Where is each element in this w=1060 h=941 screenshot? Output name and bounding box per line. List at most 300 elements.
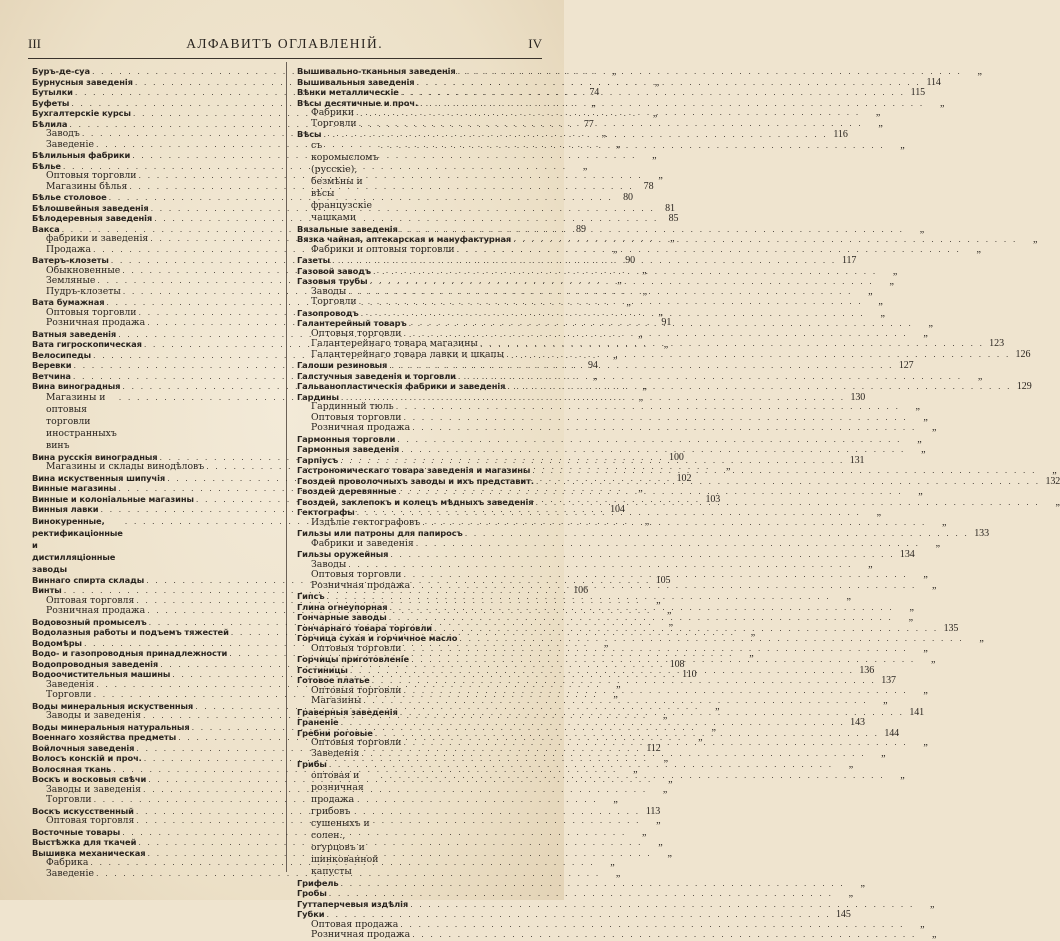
entry-page-number: 117: [841, 255, 857, 266]
index-entry: [32, 826, 647, 838]
entry-page-number: „: [977, 66, 982, 77]
entry-title: Торговли: [46, 689, 92, 700]
entry-title: Заводы: [311, 558, 347, 570]
entry-title: Заводъ: [46, 128, 80, 139]
entry-title: Заводы: [311, 285, 347, 297]
entry-title: Гальванопластическія фабрики и заведенія: [297, 381, 506, 391]
index-entry: [32, 213, 679, 224]
entry-page-number: „: [750, 627, 756, 638]
index-entry: [32, 815, 661, 827]
entry-title: Гильзы или патроны для папиросъ: [297, 528, 463, 538]
entry-page-number: „: [715, 700, 720, 712]
entry-page-number: „: [666, 605, 672, 616]
entry-page-number: „: [930, 898, 935, 910]
entry-page-number: 136: [859, 664, 875, 676]
dot-leader: [357, 297, 865, 308]
entry-page-number: „: [878, 117, 883, 129]
entry-page-number: „: [612, 349, 618, 361]
index-entry: [32, 837, 663, 848]
entry-title: Винные и колоніальные магазины: [32, 493, 194, 504]
dot-leader: [371, 264, 879, 278]
entry-page-number: 113: [645, 805, 661, 817]
entry-page-number: „: [592, 370, 598, 382]
index-entry: [297, 909, 851, 920]
entry-page-number: 100: [669, 451, 684, 463]
entry-page-number: „: [601, 128, 607, 139]
dot-leader: [354, 108, 862, 119]
entry-title: Обыкновенные: [46, 264, 121, 276]
index-entry: [297, 537, 941, 550]
entry-page-number: 145: [836, 909, 851, 920]
entry-title: Гектографы: [297, 507, 355, 517]
dot-leader: [339, 718, 847, 729]
entry-page-number: 135: [943, 622, 959, 634]
dot-leader: [387, 613, 895, 624]
index-entry: [297, 243, 981, 256]
dot-leader: [505, 382, 1013, 393]
left-page-number: III: [28, 36, 41, 51]
index-entry: [297, 338, 1005, 350]
index-entry: [297, 66, 982, 77]
entry-page-number: „: [582, 160, 588, 172]
entry-page-number: „: [613, 689, 618, 700]
entry-title: Оптовыя торговли: [46, 306, 137, 318]
index-entry: [297, 591, 851, 602]
index-entry: [297, 549, 915, 560]
entry-title: Водолазныя работы и подъемъ тяжестей: [32, 627, 229, 637]
entry-title: Вата бумажная: [32, 297, 105, 307]
entry-page-number: 102: [676, 472, 692, 484]
entry-page-number: 81: [665, 202, 675, 214]
dot-leader: [325, 592, 833, 603]
entry-title: Бухгалтерскіе курсы: [32, 108, 131, 118]
entry-title: Восточные товары: [32, 826, 121, 837]
entry-page-number: „: [642, 264, 647, 276]
entry-title: Вѣнки металлическіе: [297, 87, 399, 97]
entry-title: Пудръ-клозеты: [46, 285, 121, 297]
dot-leader: [346, 287, 854, 298]
entry-page-number: „: [892, 265, 898, 277]
index-entry: [297, 370, 983, 382]
index-entry: [297, 695, 888, 707]
dot-leader: [399, 88, 907, 99]
entry-title: Гильзы оружейныя: [297, 549, 389, 559]
index-entry: [297, 265, 898, 277]
entry-title: Горчица сухая и горчичное масло: [297, 633, 458, 643]
entry-page-number: „: [915, 401, 920, 412]
index-entry: [297, 929, 937, 941]
entry-page-number: „: [652, 108, 658, 119]
entry-title: Гастрономическаго товара заведенія и магазины: [297, 465, 531, 475]
entry-title: Вѣсы десятичные и проч.: [297, 97, 419, 108]
entry-title: Бѣлила: [32, 118, 68, 129]
dot-leader: [414, 539, 922, 550]
entry-title: Магазины: [311, 695, 362, 706]
entry-title: Магазины и оптовыя торговли иностранныхъ винъ: [46, 391, 117, 451]
entry-page-number: 143: [850, 717, 865, 728]
entry-page-number: „: [638, 328, 643, 340]
entry-title: Торговли: [311, 296, 357, 307]
index-entry: [297, 601, 914, 613]
index-entry: [32, 774, 673, 785]
entry-page-number: „: [939, 97, 945, 109]
entry-page-number: 77: [583, 118, 594, 130]
dot-leader: [359, 749, 867, 760]
entry-title: Вышивально-тканьныя заведенія: [297, 66, 456, 76]
entry-title: Заводы и заведенія: [46, 710, 142, 721]
entry-page-number: „: [656, 815, 661, 826]
entry-page-number: „: [921, 444, 926, 455]
entry-page-number: „: [610, 857, 615, 868]
entry-page-number: „: [656, 594, 661, 606]
entry-title: Войлочныя заведенія: [32, 742, 135, 753]
entry-title: Бутылки: [32, 87, 73, 97]
dot-leader: [402, 738, 910, 749]
entry-title: Газовой заводъ: [297, 265, 371, 276]
page-title: АЛФАВИТЪ ОГЛАВЛЕНІЙ.: [186, 36, 384, 51]
entry-page-number: „: [868, 285, 873, 297]
entry-title: Губки: [297, 909, 325, 919]
entry-page-number: „: [908, 612, 913, 623]
dot-leader: [346, 560, 854, 571]
entry-page-number: 105: [655, 574, 671, 586]
entry-page-number: 130: [850, 391, 866, 403]
entry-page-number: 129: [1016, 381, 1032, 392]
entry-title: Воды минеральныя натуральныя: [32, 721, 190, 732]
entry-title: Земляные: [46, 275, 96, 286]
entry-title: Фабрики и заведенія: [311, 537, 414, 549]
entry-title: Водопроводныя заведенія: [32, 658, 159, 669]
entry-page-number: „: [711, 721, 716, 733]
entry-title: Гробы: [297, 888, 327, 898]
entry-title: Винты: [32, 585, 62, 595]
entry-title: Винные магазины: [32, 483, 117, 493]
index-entry: [297, 486, 923, 497]
entry-page-number: 91: [661, 317, 672, 328]
index-entry: [297, 129, 848, 140]
entry-page-number: 137: [881, 675, 896, 686]
entry-page-number: „: [652, 150, 657, 161]
index-entry: [297, 76, 941, 88]
dot-leader: [456, 372, 964, 383]
dot-leader: [415, 78, 923, 89]
entry-title: Галантерейный товаръ: [297, 318, 407, 328]
entry-page-number: „: [883, 695, 888, 706]
entry-title: Оптовыя торговли: [46, 170, 137, 181]
entry-page-number: „: [931, 654, 936, 665]
entry-page-number: „: [935, 537, 941, 549]
entry-page-number: 103: [705, 493, 721, 505]
entry-page-number: „: [613, 794, 618, 805]
entry-page-number: „: [875, 107, 881, 118]
entry-page-number: „: [611, 66, 617, 77]
index-entry: [297, 348, 1031, 361]
entry-page-number: „: [662, 710, 668, 721]
entry-page-number: 126: [1015, 348, 1031, 360]
index-entry: [297, 528, 989, 539]
dot-leader: [398, 708, 906, 719]
entry-page-number: 141: [909, 706, 925, 718]
entry-title: Газопроводъ: [297, 307, 359, 318]
entry-page-number: „: [923, 327, 928, 339]
entry-page-number: „: [909, 601, 914, 613]
dot-leader: [378, 140, 886, 152]
entry-page-number: 85: [668, 213, 679, 224]
entry-title: Буръ-де-суа: [32, 66, 90, 76]
entry-page-number: „: [670, 233, 675, 244]
entry-page-number: 110: [682, 669, 697, 680]
entry-title: Буфеты: [32, 97, 70, 108]
entry-title: Газовыя трубы: [297, 276, 368, 286]
entry-title: Заведеніе: [46, 138, 94, 150]
entry-title: Газеты: [297, 255, 331, 265]
entry-page-number: „: [979, 633, 984, 644]
index-entry: [32, 170, 663, 182]
entry-title: Водомѣры: [32, 637, 82, 648]
entry-title: Розничная продажа: [311, 579, 411, 591]
entry-page-number: „: [868, 558, 873, 570]
entry-title: Гвоздей, заклепокъ и колецъ мѣдныхъ заведенія: [297, 496, 534, 507]
entry-page-number: „: [698, 732, 703, 743]
entry-title: Граверныя заведенія: [297, 706, 398, 717]
index-entry: [32, 202, 675, 214]
entry-title: Галоши резиновыя: [297, 360, 388, 370]
entry-page-number: „: [612, 243, 618, 255]
entry-title: Издѣліе гектографовъ: [311, 516, 421, 528]
entry-page-number: „: [658, 170, 663, 181]
entry-page-number: 132: [1045, 475, 1060, 487]
entry-title: Глина огнеупорная: [297, 601, 388, 612]
entry-page-number: „: [617, 275, 622, 286]
entry-title: Магазины бѣлья: [46, 180, 128, 192]
entry-title: Воскъ и восковыя свѣчи: [32, 774, 147, 784]
index-entry: [297, 633, 984, 644]
entry-title: Ватеръ-клозеты: [32, 255, 109, 265]
entry-title: Горчицы приготовленіе: [297, 654, 410, 664]
entry-title: Бѣлошвейныя заведенія: [32, 202, 149, 213]
entry-page-number: 116: [833, 129, 848, 140]
entry-title: Оптовыя торговли: [311, 642, 402, 654]
entry-page-number: „: [663, 753, 669, 764]
entry-title: Веревки: [32, 360, 72, 370]
entry-page-number: „: [626, 297, 631, 308]
entry-page-number: „: [923, 569, 928, 580]
entry-title: Вина русскія виноградныя: [32, 451, 158, 462]
dot-leader: [361, 696, 869, 707]
entry-page-number: 106: [573, 585, 588, 596]
entry-title: Вязальные заведенія: [297, 223, 398, 234]
entry-page-number: „: [977, 370, 983, 382]
entry-page-number: „: [663, 339, 669, 350]
dot-leader: [402, 686, 910, 697]
entry-title: Гуттаперчевыя издѣлія: [297, 898, 409, 909]
entry-title: Оптовая торговля: [46, 594, 135, 606]
entry-title: Виннаго спирта склады: [32, 574, 145, 585]
index-entry: [297, 717, 865, 728]
index-entry: [297, 759, 854, 770]
entry-page-number: 123: [989, 338, 1005, 349]
entry-title: Гардинный тюль: [311, 401, 394, 412]
entry-title: Волосъ конскій и проч.: [32, 753, 142, 763]
entry-title: Оптовыя торговли: [311, 737, 402, 748]
entry-title: Фабрики: [311, 107, 355, 118]
index-entry: [297, 234, 1038, 245]
entry-page-number: „: [644, 515, 650, 527]
dot-leader: [410, 930, 918, 941]
index-entry: [297, 675, 896, 686]
entry-page-number: 115: [910, 87, 926, 98]
entry-title: Гостиницы: [297, 664, 348, 675]
entry-page-number: „: [1055, 496, 1060, 508]
entry-page-number: „: [931, 579, 937, 591]
dot-leader: [388, 603, 896, 614]
dot-leader: [410, 423, 918, 434]
entry-title: Продажа: [46, 243, 92, 255]
index-entry: [297, 888, 854, 899]
dot-leader: [534, 498, 1042, 509]
entry-title: Грифель: [297, 877, 339, 888]
entry-title: Вышивальныя заведенія: [297, 76, 415, 87]
index-entry: [32, 138, 621, 151]
entry-title: Вина виноградныя: [32, 381, 121, 391]
index-entry: [32, 794, 618, 806]
index-entry: [297, 107, 881, 119]
entry-title: Оптовая продажа: [311, 918, 399, 930]
entry-page-number: „: [876, 507, 881, 518]
entry-title: Бѣлильныя фабрики: [32, 150, 131, 160]
index-entry: [297, 898, 935, 910]
index-entry: [297, 276, 894, 287]
entry-page-number: „: [633, 763, 638, 775]
index-entry: [297, 465, 1057, 476]
entry-title: Гончарные заводы: [297, 612, 387, 622]
entry-title: Вышивка механическая: [32, 847, 146, 858]
entry-page-number: „: [917, 433, 922, 445]
index-entry: [297, 642, 928, 655]
entry-page-number: „: [668, 616, 673, 628]
index-entry: [297, 401, 920, 413]
entry-title: Оптовыя торговли: [311, 684, 402, 696]
entry-page-number: „: [860, 877, 865, 889]
index-entry: [297, 433, 922, 445]
entry-title: Вѣсы: [297, 129, 322, 139]
entry-title: Магазины и склады винодѣловъ: [46, 461, 205, 472]
entry-page-number: „: [642, 381, 647, 392]
entry-page-number: „: [900, 769, 905, 781]
entry-title: Ваксa: [32, 223, 60, 234]
entry-page-number: „: [603, 637, 609, 649]
index-entry: [32, 180, 654, 193]
index-entry: [297, 706, 925, 718]
entry-page-number: „: [923, 642, 928, 654]
entry-page-number: 90: [625, 255, 636, 266]
entry-page-number: „: [931, 422, 937, 433]
entry-title: Торговли: [46, 794, 92, 805]
entry-title: Грибы: [297, 759, 327, 769]
entry-title: Галстучныя заведенія и торговли: [297, 370, 456, 381]
index-entry: [297, 296, 883, 308]
entry-page-number: „: [658, 837, 663, 848]
entry-title: Воды минеральныя искуственныя: [32, 700, 194, 711]
entry-title: Фабрика: [46, 857, 89, 868]
entry-page-number: 114: [926, 76, 941, 88]
entry-page-number: „: [881, 747, 886, 759]
entry-title: Оптовыя торговли: [311, 569, 402, 580]
entry-page-number: 127: [898, 360, 914, 371]
dot-leader: [455, 245, 963, 256]
entry-page-number: „: [928, 318, 933, 329]
entry-title: Торговли: [311, 117, 357, 129]
entry-title: Гончарнаго товара торговли: [297, 622, 433, 633]
index-entry: [297, 622, 959, 634]
dot-leader: [359, 306, 867, 320]
page-header: [28, 34, 542, 54]
entry-page-number: „: [923, 684, 928, 696]
entry-title: Вина искуственныя шипучія: [32, 472, 166, 483]
entry-page-number: „: [923, 411, 928, 423]
dot-leader: [339, 879, 847, 890]
entry-page-number: „: [667, 847, 672, 859]
entry-page-number: 74: [589, 87, 600, 98]
entry-title: Розничная продажа: [311, 929, 411, 940]
entry-title: Оптовыя торговли: [311, 327, 402, 339]
index-entry: [32, 857, 615, 869]
dot-leader: [432, 624, 940, 635]
entry-title: Гармонныя заведенія: [297, 444, 400, 454]
entry-title: Оптовыя торговли: [311, 411, 402, 423]
entry-page-number: „: [848, 888, 854, 899]
entry-title: Гармонныя торговли: [297, 433, 396, 444]
entry-page-number: „: [638, 483, 643, 494]
dot-leader: [409, 655, 917, 666]
entry-title: Гардины: [297, 391, 339, 402]
dot-leader: [504, 350, 1012, 361]
entry-title: оптовая и розничная продажа грибовъ сушеныхъ и солен., огурцовъ и шинкованной капусты: [311, 769, 379, 877]
header-rule: [28, 58, 542, 59]
entry-title: Винокуренные, ректификаціонные и дистилляціонные заводы: [32, 515, 123, 574]
entry-title: Гребни роговые: [297, 727, 373, 738]
entry-page-number: 104: [610, 504, 625, 515]
entry-title: Гвоздей проволочныхъ заводы и ихъ представит.: [297, 475, 534, 486]
entry-title: Бѣлодеревныя заведенія: [32, 213, 153, 223]
entry-title: Военнаго хозяйства предметы: [32, 732, 177, 742]
index-entry: [297, 612, 913, 623]
dot-leader: [402, 570, 910, 581]
dot-leader: [387, 361, 895, 372]
entry-page-number: „: [749, 648, 754, 659]
entry-title: Заведенія: [46, 678, 95, 690]
entry-page-number: „: [846, 591, 851, 602]
entry-page-number: „: [642, 285, 648, 297]
entry-page-number: 112: [646, 742, 661, 754]
entry-title: Волосяная ткань: [32, 763, 112, 774]
right-page-number: IV: [528, 36, 542, 51]
entry-page-number: „: [668, 774, 673, 785]
entry-title: Водо- и газопроводныя принадлежности: [32, 648, 228, 658]
entry-page-number: „: [931, 929, 937, 940]
entry-page-number: 80: [623, 192, 633, 203]
entry-page-number: „: [923, 737, 928, 748]
index-entry: [297, 516, 947, 529]
dot-leader: [478, 339, 986, 350]
entry-title: съ коромысломъ (русскіе), безмѣны и вѣсы французскіе чашками: [311, 139, 379, 223]
entry-page-number: „: [654, 76, 660, 88]
entry-title: Бѣлье: [32, 160, 61, 171]
entry-page-number: 144: [884, 727, 900, 739]
index-entry: [32, 192, 633, 203]
entry-page-number: „: [919, 223, 925, 235]
dot-leader: [348, 666, 856, 677]
